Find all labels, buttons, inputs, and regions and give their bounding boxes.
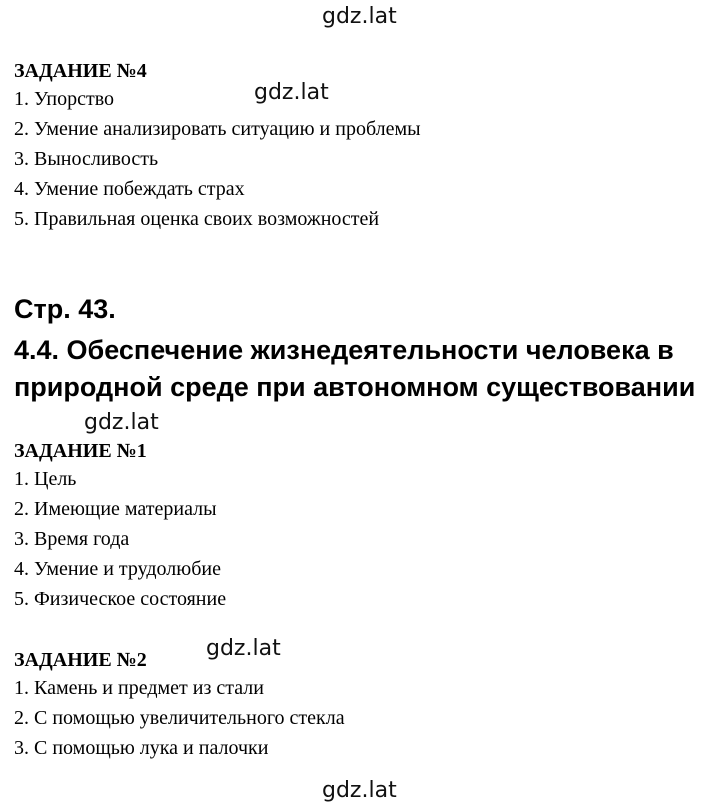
list-item: 1. Упорство [14,88,115,110]
list-item: 2. С помощью увеличительного стекла [14,707,345,729]
task-4-heading: ЗАДАНИЕ №4 [14,60,147,82]
watermark-text: gdz.lat [84,410,159,435]
list-item: 2. Умение анализировать ситуацию и проблемы [14,118,421,140]
list-item: 1. Камень и предмет из стали [14,677,264,699]
section-title-line-1: 4.4. Обеспечение жизнедеятельности человека в [14,335,674,365]
list-item: 3. Время года [14,528,130,550]
list-item: 3. С помощью лука и палочки [14,737,269,759]
list-item: 4. Умение побеждать страх [14,178,245,200]
list-item: 5. Физическое состояние [14,588,227,610]
task-1-heading: ЗАДАНИЕ №1 [14,440,147,462]
task-4-answer-list [14,80,421,234]
list-item: 5. Правильная оценка своих возможностей [14,208,380,230]
list-item: 1. Цель [14,468,77,490]
section-title-line-2: природной среде при автономном существовании [14,372,696,402]
task-1-answer-list [14,464,226,614]
list-item: 3. Выносливость [14,148,159,170]
page-reference: Стр. 43. [14,294,116,324]
task-2-heading: ЗАДАНИЕ №2 [14,649,147,671]
section-title [14,332,714,406]
watermark-text: gdz.lat [322,778,397,803]
list-item: 2. Имеющие материалы [14,498,217,520]
list-item: 4. Умение и трудолюбие [14,558,221,580]
watermark-text: gdz.lat [206,636,281,661]
watermark-text: gdz.lat [322,4,397,29]
task-2-answer-list [14,673,345,763]
watermark-text: gdz.lat [254,80,329,105]
